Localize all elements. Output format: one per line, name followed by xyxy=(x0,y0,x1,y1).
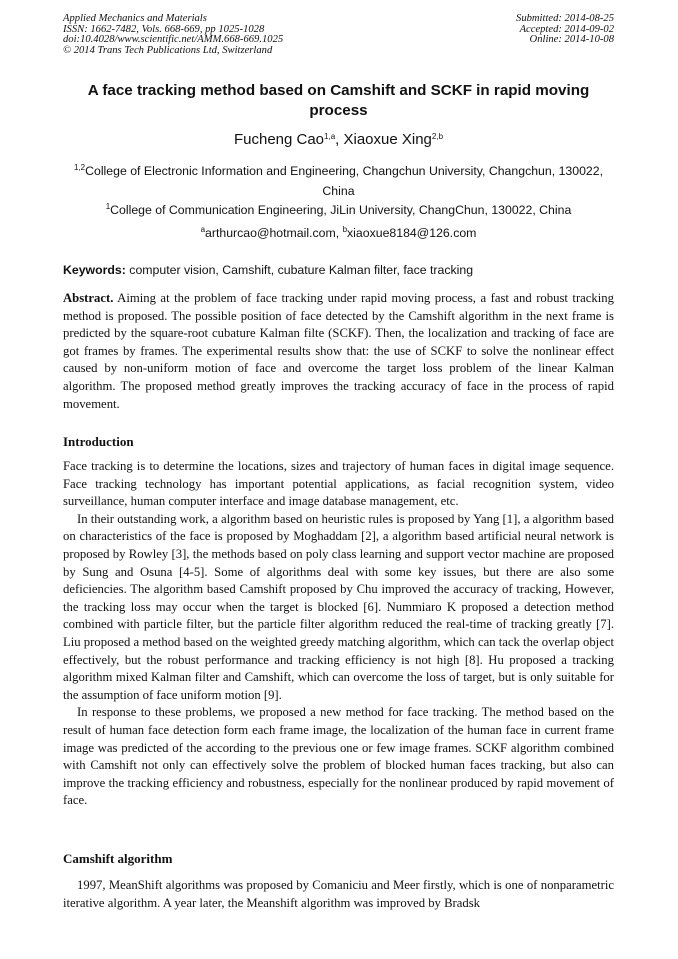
author-separator: , xyxy=(335,131,344,148)
section-heading: Camshift algorithm xyxy=(63,851,173,866)
section-heading: Introduction xyxy=(63,434,134,449)
author-emails xyxy=(63,224,614,244)
title-line-2: process xyxy=(309,101,368,119)
keywords xyxy=(63,262,614,278)
journal-name: Applied Mechanics and Materials xyxy=(63,13,207,24)
author-affiliation-mark: 1,a xyxy=(324,132,336,141)
abstract xyxy=(63,290,614,413)
affiliation-text: College of Communication Engineering, JiLin University, ChangChun, 130022, China xyxy=(110,203,572,217)
abstract-text: Aiming at the problem of face tracking under rapid moving process, a fast and robust tracking method is proposed. The possible position of face detected by the Camshift algorithm in the next frame is predicted by the square-root cubature Kalman filte (SCKF). Then, the localization and tracking of face are got frames by frames. The experimental results show that: the use of SCKF to solve the nonlinear effect caused by non-uniform motion of face and overcome the target loss problem of the linear Kalman algorithm. The proposed method greatly improves the tracking accuracy of face in the process of rapid movement. xyxy=(63,291,614,411)
copyright-line: © 2014 Trans Tech Publications Ltd, Switzerland xyxy=(63,44,273,56)
online-date: Online: 2014-10-08 xyxy=(529,34,614,46)
author-affiliation-mark: 2,b xyxy=(431,132,444,141)
introduction-section xyxy=(63,458,614,810)
paragraph: 1997, MeanShift algorithms was proposed by Comaniciu and Meer firstly, which is one of nonparametric iterative algorithm. A year later, the Meanshift algorithm was improved by Bradsk xyxy=(63,878,614,910)
journal-header xyxy=(63,14,283,56)
doi-line: doi:10.4028/www.scientific.net/AMM.668-669.1025 xyxy=(63,34,284,46)
affiliation-1 xyxy=(63,162,614,201)
abstract-label: Abstract. xyxy=(63,291,114,305)
title-line-1: A face tracking method based on Camshift and SCKF in rapid moving xyxy=(87,82,590,99)
affiliation-mark: 1 xyxy=(105,202,111,211)
keywords-label: Keywords: xyxy=(63,263,126,277)
email-address: xiaoxue8184@126.com xyxy=(347,226,477,240)
accepted-date: Accepted: 2014-09-02 xyxy=(519,23,614,35)
email-mark: b xyxy=(342,225,348,234)
author-name: Xiaoxue Xing xyxy=(343,131,432,148)
affiliation-text: College of Electronic Information and Engineering, Changchun University, Changchun, 130022, xyxy=(85,164,604,178)
author-name: Fucheng Cao xyxy=(233,131,325,148)
email-mark: a xyxy=(200,225,206,234)
affiliation-2 xyxy=(63,201,614,221)
camshift-section xyxy=(63,877,614,912)
paragraph: In response to these problems, we proposed a new method for face tracking. The method based on the result of human face detection form each frame image, the localization of the human face in current frame image was predicted of the according to the previous one or few image frames. SCKF algorithm combined with Camshift not only can effectively solve the problem of blocked human faces tracking, but also can improve the tracking efficiency and robustness, especially for the nonlinear produced by rapid movement of face. xyxy=(63,705,614,808)
affiliation-mark: 1,2 xyxy=(73,163,86,172)
paper-title xyxy=(63,81,614,120)
dates-header xyxy=(516,14,614,46)
paragraph: Face tracking is to determine the locations, sizes and trajectory of human faces in digital image sequence. Face tracking technology has important potential applications, as facial recognition system, video surveillance, human computer interface and image database management, etc. xyxy=(63,459,614,509)
affiliation-country: China xyxy=(322,183,355,198)
author-list xyxy=(63,131,614,149)
paragraph: In their outstanding work, a algorithm based on heuristic rules is proposed by Yang [1], a algorithm based on characteristics of the face is proposed by Moghaddam [2], a algorithm based artificial neural network is proposed by Rowley [3], the methods based on poly class learning and support vector machine are proposed by Sung and Osuna [4-5]. Some of algorithms deal with some key issues, but there are also some deficiencies. The algorithm based Camshift proposed by Chu improved the accuracy of tracking, However, the tracking loss may occur when the target is blocked [6]. Nummiaro K proposed a detection method combined with particle filter, but the particle filter algorithm reduced the real-time of tracking greatly [7]. Liu proposed a method based on the weighted greedy matching algorithm, which can tack the overlap object effectively, but the robust performance and tracking efficiency is not high [8]. Hu proposed a tracking algorithm mixed Kalman filter and Camshift, which can overcome the loss of target, but is only suitable for the assumption of face uniform motion [9]. xyxy=(63,511,614,702)
issn-line: ISSN: 1662-7482, Vols. 668-669, pp 1025-1028 xyxy=(63,23,265,35)
email-address: arthurcao@hotmail.com, xyxy=(205,226,343,240)
keywords-text: computer vision, Camshift, cubature Kalman filter, face tracking xyxy=(125,263,474,277)
submitted-date: Submitted: 2014-08-25 xyxy=(516,13,614,24)
